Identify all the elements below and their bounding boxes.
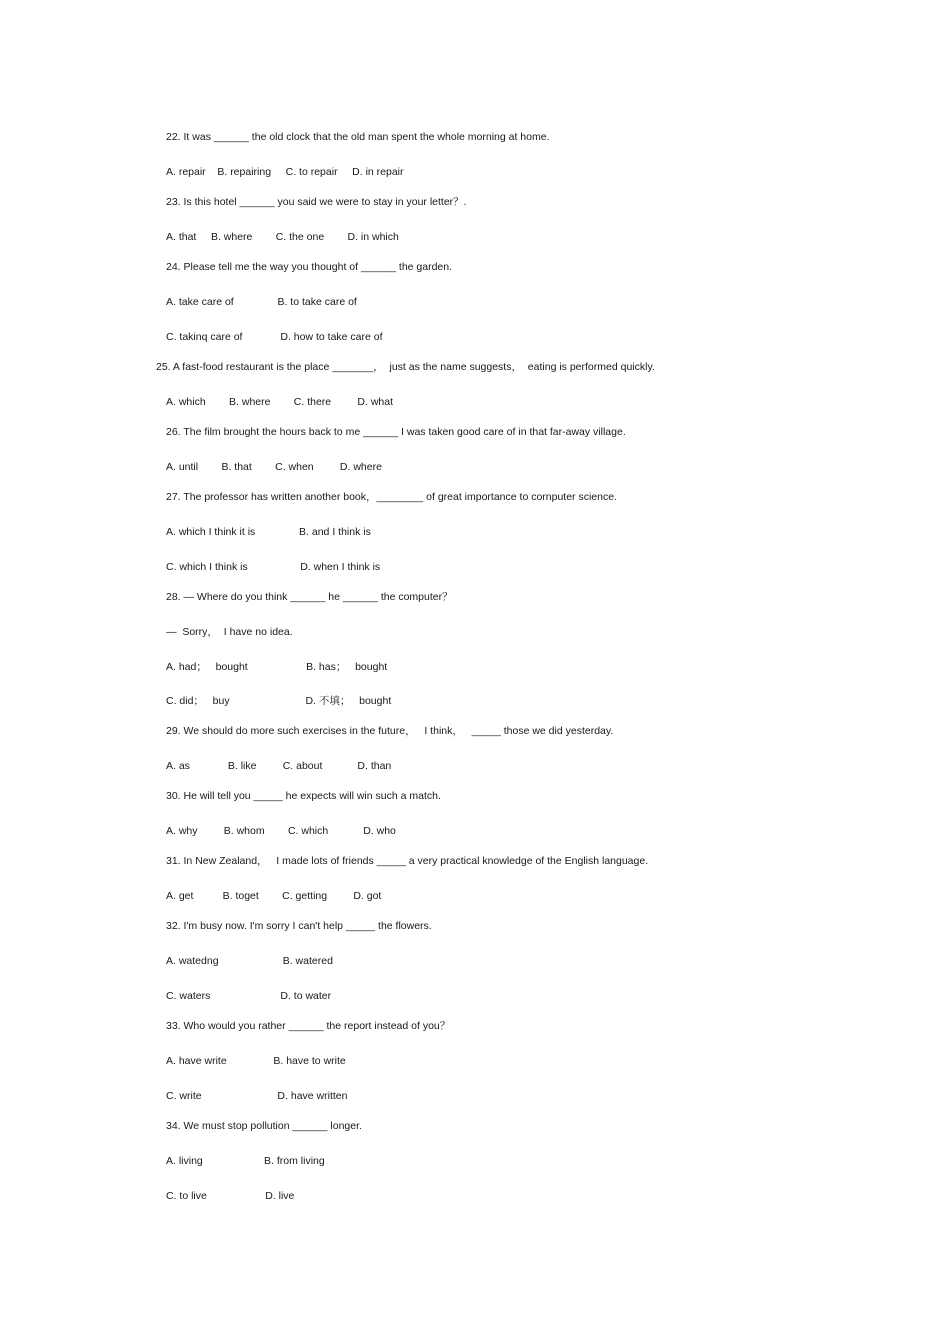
question-25: 25. A fast-food restaurant is the place _______， just as the name suggests， eating is performed quickly. (156, 361, 655, 373)
options-32-cd: C. waters D. to water (166, 990, 332, 1002)
options-32-ab: A. watedng B. watered (166, 955, 333, 967)
options-34-cd: C. to live D. live (166, 1190, 295, 1202)
question-24: 24. Please tell me the way you thought of ______ the garden. (166, 261, 453, 273)
question-29: 29. We should do more such exercises in the future， I think， _____ those we did yesterday. (166, 725, 614, 737)
options-27-cd: C. which I think is D. when I think is (166, 561, 381, 573)
question-28-reply: — Sorry， I have no idea. (166, 626, 293, 638)
options-25: A. which B. where C. there D. what (166, 396, 393, 408)
question-23: 23. Is this hotel ______ you said we were to stay in your letter？. (166, 196, 467, 208)
question-26: 26. The film brought the hours back to me ______ I was taken good care of in that far-away village. (166, 426, 626, 438)
options-24-ab: A. take care of B. to take care of (166, 296, 357, 308)
options-27-ab: A. which I think it is B. and I think is (166, 526, 371, 538)
options-33-cd: C. write D. have written (166, 1090, 348, 1102)
question-31: 31. In New Zealand， I made lots of friends _____ a very practical knowledge of the English language. (166, 855, 649, 867)
options-28-cd: C. did； buy D. 不填； bought (166, 695, 392, 707)
question-30: 30. He will tell you _____ he expects will win such a match. (166, 790, 441, 802)
question-27: 27. The professor has written another book，________ of great importance to cornputer science. (166, 491, 617, 503)
options-33-ab: A. have write B. have to write (166, 1055, 346, 1067)
options-34-ab: A. living B. from living (166, 1155, 325, 1167)
question-34: 34. We must stop pollution ______ longer. (166, 1120, 362, 1132)
options-28-ab: A. had； bought B. has； bought (166, 661, 388, 673)
options-23: A. that B. where C. the one D. in which (166, 231, 399, 243)
options-24-cd: C. takinq care of D. how to take care of (166, 331, 383, 343)
options-29: A. as B. like C. about D. than (166, 760, 392, 772)
options-26: A. until B. that C. when D. where (166, 461, 382, 473)
options-30: A. why B. whom C. which D. who (166, 825, 396, 837)
options-22: A. repair B. repairing C. to repair D. in repair (166, 166, 404, 178)
question-32: 32. I'm busy now. I'm sorry I can't help _____ the flowers. (166, 920, 432, 932)
options-31: A. get B. toget C. getting D. got (166, 890, 382, 902)
question-28: 28. — Where do you think ______ he ______ the computer？ (166, 591, 453, 603)
question-33: 33. Who would you rather ______ the report instead of you？ (166, 1020, 451, 1032)
question-22: 22. It was ______ the old clock that the old man spent the whole morning at home. (166, 131, 550, 143)
